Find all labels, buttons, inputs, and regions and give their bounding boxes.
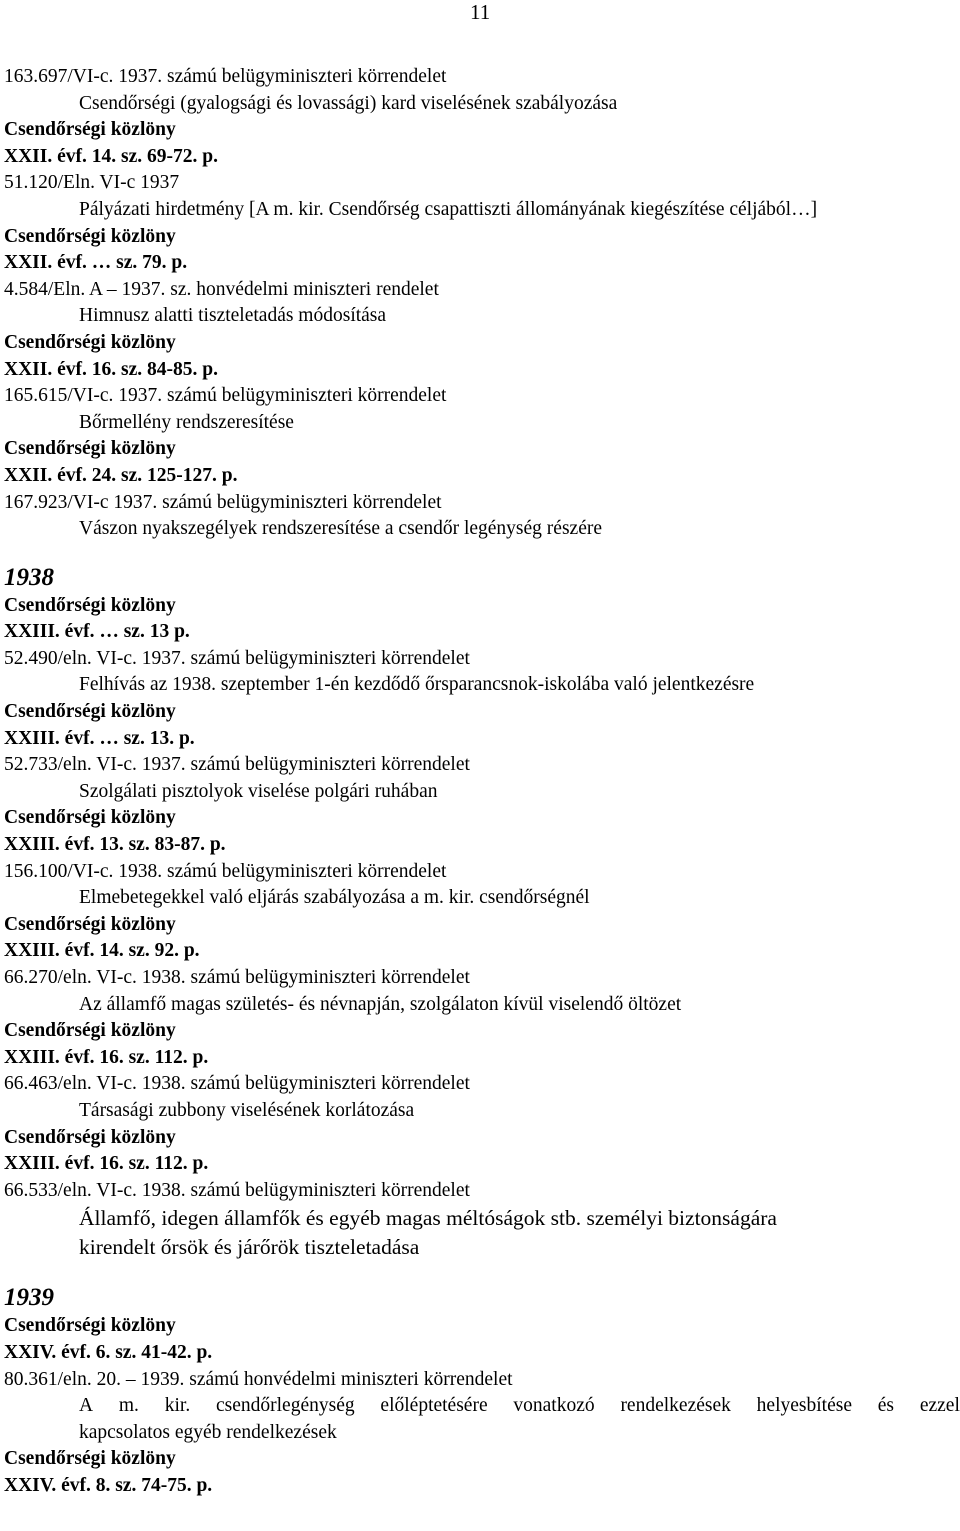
decree-title-line: Csendőrségi (gyalogsági és lovassági) kard viselésének szabályozása xyxy=(79,92,618,114)
decree-reference-line: 66.463/eln. VI-c. 1938. számú belügyminiszteri körrendelet xyxy=(4,1073,470,1095)
decree-reference-line: 66.270/eln. VI-c. 1938. számú belügyminiszteri körrendelet xyxy=(4,967,470,988)
decree-reference-line: 52.733/eln. VI-c. 1937. számú belügyminiszteri körrendelet xyxy=(4,754,470,776)
publication-citation-line: XXII. évf. 14. sz. 69-72. p. xyxy=(4,145,218,167)
publication-citation-line: XXII. évf. 16. sz. 84-85. p. xyxy=(4,358,218,380)
decree-title-line: Bőrmellény rendszeresítése xyxy=(79,411,294,433)
decree-title-line: Felhívás az 1938. szeptember 1-én kezdődő őrsparancsnok-iskolába való jelentkezésre xyxy=(79,674,755,696)
publication-citation-line: XXIII. évf. 14. sz. 92. p. xyxy=(4,940,200,962)
publication-citation-line: XXII. évf. … sz. 79. p. xyxy=(4,252,188,274)
word: ezzel xyxy=(919,1395,960,1417)
word: m. xyxy=(118,1395,139,1417)
decree-reference-line: 163.697/VI-c. 1937. számú belügyminiszteri körrendelet xyxy=(4,66,447,87)
publication-citation-line: XXII. évf. 24. sz. 125-127. p. xyxy=(4,464,238,486)
publication-citation-line: Csendőrségi közlöny xyxy=(4,225,176,247)
decree-reference-line: 52.490/eln. VI-c. 1937. számú belügyminiszteri körrendelet xyxy=(4,647,470,669)
word: kir. xyxy=(164,1395,191,1417)
word: és xyxy=(877,1395,895,1417)
publication-citation-line: XXIII. évf. 16. sz. 112. p. xyxy=(4,1046,209,1068)
word: előléptetésére xyxy=(380,1395,488,1417)
decree-reference-line: 165.615/VI-c. 1937. számú belügyminiszteri körrendelet xyxy=(4,385,447,407)
decree-title-line: Vászon nyakszegélyek rendszeresítése a csendőr legénység részére xyxy=(79,518,602,540)
decree-title-line: Szolgálati pisztolyok viselése polgári ruhában xyxy=(79,780,438,802)
publication-citation-line: Csendőrségi közlöny xyxy=(4,331,176,353)
word: vonatkozó xyxy=(513,1395,595,1417)
decree-reference-line: 4.584/Eln. A – 1937. sz. honvédelmi miniszteri rendelet xyxy=(4,278,439,300)
publication-citation-line: XXIII. évf. … sz. 13 p. xyxy=(4,621,190,643)
publication-citation-line: Csendőrségi közlöny xyxy=(4,438,176,460)
decree-title-line: kapcsolatos egyéb rendelkezések xyxy=(79,1421,337,1443)
publication-citation-line: Csendőrségi közlöny xyxy=(4,701,176,723)
publication-citation-line: Csendőrségi közlöny xyxy=(4,1020,176,1042)
decree-title-line: Pályázati hirdetmény [A m. kir. Csendőrség csapattiszti állományának kiegészítése céljából…] xyxy=(79,198,818,220)
decree-title-line: Az államfő magas születés- és névnapján, szolgálaton kívül viselendő öltözet xyxy=(79,993,682,1015)
publication-citation-line: Csendőrségi közlöny xyxy=(4,1126,176,1148)
year-heading: 1938 xyxy=(4,563,54,591)
publication-citation-line: Csendőrségi közlöny xyxy=(4,1448,176,1470)
decree-reference-line: 167.923/VI-c 1937. számú belügyminiszteri körrendelet xyxy=(4,491,442,513)
decree-title-line: Társasági zubbony viselésének korlátozása xyxy=(79,1099,415,1121)
publication-citation-line: Csendőrségi közlöny xyxy=(4,594,176,616)
decree-title-line: Himnusz alatti tiszteletadás módosítása xyxy=(79,305,387,327)
publication-citation-line: XXIII. évf. 16. sz. 112. p. xyxy=(4,1153,209,1175)
word: rendelkezések xyxy=(620,1395,731,1417)
word: A xyxy=(79,1395,94,1417)
decree-title-line xyxy=(4,1393,960,1420)
decree-title-line: Elmebetegekkel való eljárás szabályozása a m. kir. csendőrségnél xyxy=(79,887,590,909)
decree-title-line: kirendelt őrsök és járőrök tiszteletadása xyxy=(79,1234,420,1259)
decree-reference-line: 80.361/eln. 20. – 1939. számú honvédelmi miniszteri körrendelet xyxy=(4,1368,513,1390)
publication-citation-line: XXIV. évf. 6. sz. 41-42. p. xyxy=(4,1341,213,1363)
decree-reference-line: 66.533/eln. VI-c. 1938. számú belügyminiszteri körrendelet xyxy=(4,1179,470,1201)
decree-reference-line: 156.100/VI-c. 1938. számú belügyminiszteri körrendelet xyxy=(4,860,447,882)
decree-title-line: Államfő, idegen államfők és egyéb magas méltóságok stb. személyi biztonságára xyxy=(79,1206,777,1231)
word: helyesbítése xyxy=(756,1395,852,1417)
publication-citation-line: XXIV. évf. 8. sz. 74-75. p. xyxy=(4,1474,213,1496)
publication-citation-line: XXIII. évf. … sz. 13. p. xyxy=(4,727,195,749)
section-spacer xyxy=(4,1261,960,1283)
publication-citation-line: Csendőrségi közlöny xyxy=(4,913,176,935)
publication-citation-line: XXIII. évf. 13. sz. 83-87. p. xyxy=(4,834,226,856)
publication-citation-line: Csendőrségi közlöny xyxy=(4,119,176,141)
publication-citation-line: Csendőrségi közlöny xyxy=(4,1315,176,1337)
word: csendőrlegénység xyxy=(216,1395,355,1417)
decree-reference-line: 51.120/Eln. VI-c 1937 xyxy=(4,172,180,194)
publication-citation-line: Csendőrségi közlöny xyxy=(4,807,176,829)
section-spacer xyxy=(4,543,960,563)
page-number: 11 xyxy=(470,0,491,24)
document-body xyxy=(4,64,960,1500)
year-heading: 1939 xyxy=(4,1284,54,1312)
